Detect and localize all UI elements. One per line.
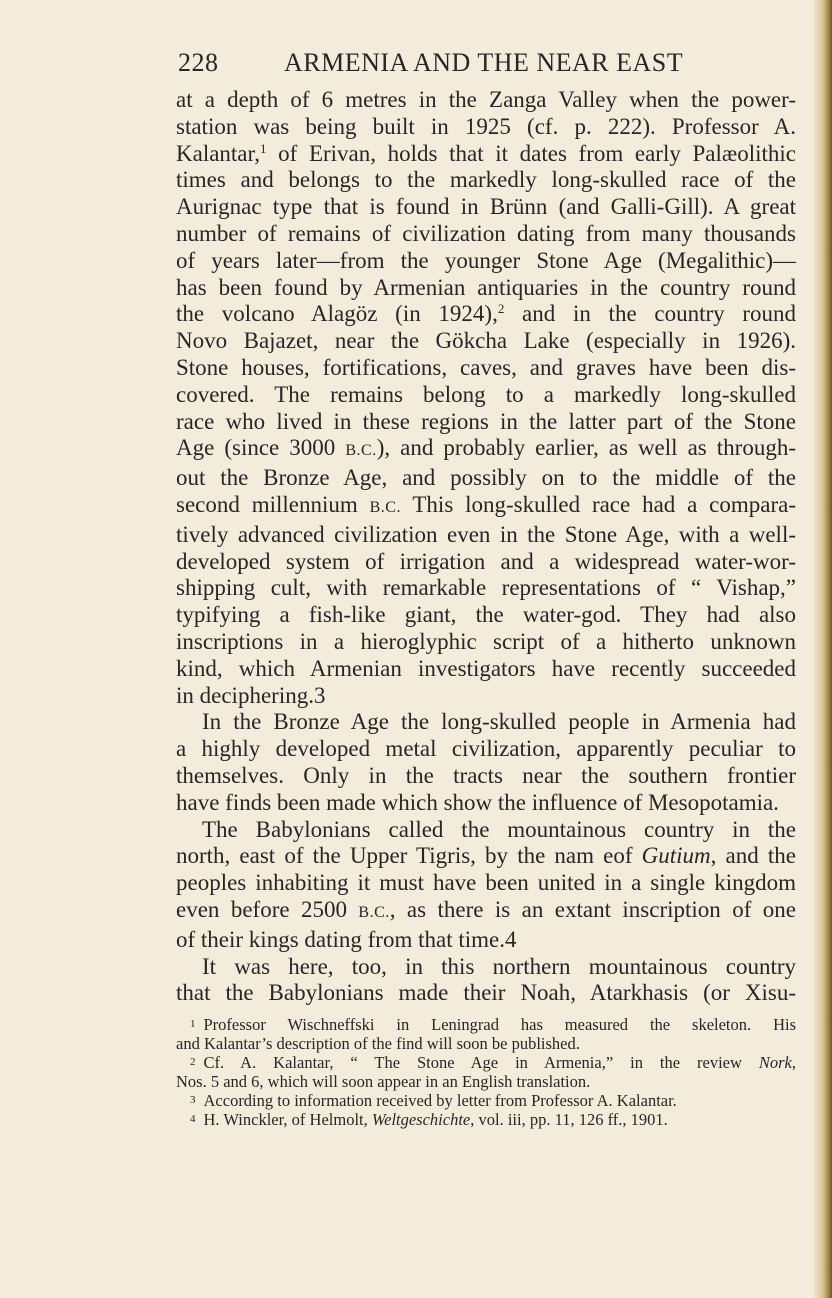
- text-line: station was being built in 1925 (cf. p. 222). Professor A.: [176, 113, 796, 139]
- text-line: Novo Bajazet, near the Gökcha Lake (especially in 1926).: [176, 328, 796, 354]
- text-line: race who lived in these regions in the latter part of the Stone: [176, 408, 796, 434]
- body-text: [176, 87, 796, 1007]
- running-title: ARMENIA AND THE NEAR EAST: [284, 48, 684, 77]
- text-line: of years later—from the younger Stone Age (Megalithic)—: [176, 247, 796, 273]
- text-line: The Babylonians called the mountainous country in the: [202, 816, 796, 842]
- text-line: developed system of irrigation and a widespread water-wor-: [176, 548, 796, 574]
- text-line: in deciphering.3: [176, 682, 326, 708]
- footnote-1-cont: and Kalantar’s description of the find will soon be published.: [176, 1034, 580, 1053]
- footnotes: [176, 1015, 796, 1129]
- text-line: covered. The remains belong to a markedly long-skulled: [176, 381, 796, 407]
- footnote-1: 1 Professor Wischneffski in Leningrad has measured the skeleton. His: [190, 1015, 796, 1034]
- text-line: has been found by Armenian antiquaries in the country round: [176, 274, 796, 300]
- text-line: the volcano Alagöz (in 1924),$^2$ and in the country round: [176, 301, 796, 327]
- text-line: out the Bronze Age, and possibly on to the middle of the: [176, 465, 796, 491]
- footnote-2-cont: Nos. 5 and 6, which will soon appear in an English translation.: [176, 1072, 591, 1091]
- footnote-ref: 1: [260, 140, 267, 156]
- footnote-2: 2 Cf. A. Kalantar, “ The Stone Age in Armenia,” in the review Nork,: [190, 1053, 796, 1072]
- text-line: at a depth of 6 metres in the Zanga Valley when the power-: [176, 87, 796, 112]
- text-line: inscriptions in a hieroglyphic script of a hitherto unknown: [176, 628, 796, 654]
- text-line: have finds been made which show the influence of Mesopotamia.: [176, 789, 779, 815]
- footnote-3: 3 According to information received by letter from Professor A. Kalantar.: [190, 1091, 677, 1110]
- text-line: kind, which Armenian investigators have recently succeeded: [176, 655, 796, 681]
- text-line: Stone houses, fortifications, caves, and graves have been dis-: [176, 354, 796, 380]
- footnote-ref: 2: [497, 301, 505, 317]
- text-line: peoples inhabiting it must have been united in a single kingdom: [176, 870, 796, 896]
- page-number: 228: [178, 48, 219, 77]
- text-line: tively advanced civilization even in the Stone Age, with a well-: [176, 521, 796, 547]
- text-line: times and belongs to the markedly long-skulled race of the: [176, 167, 796, 193]
- text-line: Aurignac type that is found in Brünn (and Galli-Gill). A great: [176, 194, 796, 220]
- text-line: second millennium B.C. This long-skulled race had a compara-: [176, 491, 797, 517]
- text-line: a highly developed metal civilization, apparently peculiar to: [176, 736, 796, 762]
- text-line: themselves. Only in the tracts near the southern frontier: [176, 762, 796, 788]
- text-line: In the Bronze Age the long-skulled people in Armenia had: [202, 709, 796, 735]
- text-line: typifying a fish-like giant, the water-god. They had also: [176, 602, 796, 628]
- page-edge: [814, 0, 832, 1298]
- text-line: It was here, too, in this northern mountainous country: [202, 953, 796, 979]
- text-line: even before 2500 B.C., as there is an extant inscription of one: [176, 896, 796, 922]
- text-line: Age (since 3000 B.C.), and probably earlier, as well as through-: [176, 435, 796, 461]
- footnote-4: 4 H. Winckler, of Helmolt, Weltgeschichte, vol. iii, pp. 11, 126 ff., 1901.: [190, 1110, 668, 1129]
- text-line: number of remains of civilization dating from many thousands: [176, 220, 796, 246]
- text-line: Kalantar,$^1$ of Erivan, holds that it dates from early Palæolithic: [176, 140, 796, 166]
- text-line: north, east of the Upper Tigris, by the nam eof Gutium, and the: [176, 843, 796, 869]
- text-line: that the Babylonians made their Noah, Atarkhasis (or Xisu-: [176, 980, 796, 1006]
- text-line: shipping cult, with remarkable representations of “ Vishap,”: [176, 575, 796, 601]
- text-line: of their kings dating from that time.4: [176, 926, 517, 952]
